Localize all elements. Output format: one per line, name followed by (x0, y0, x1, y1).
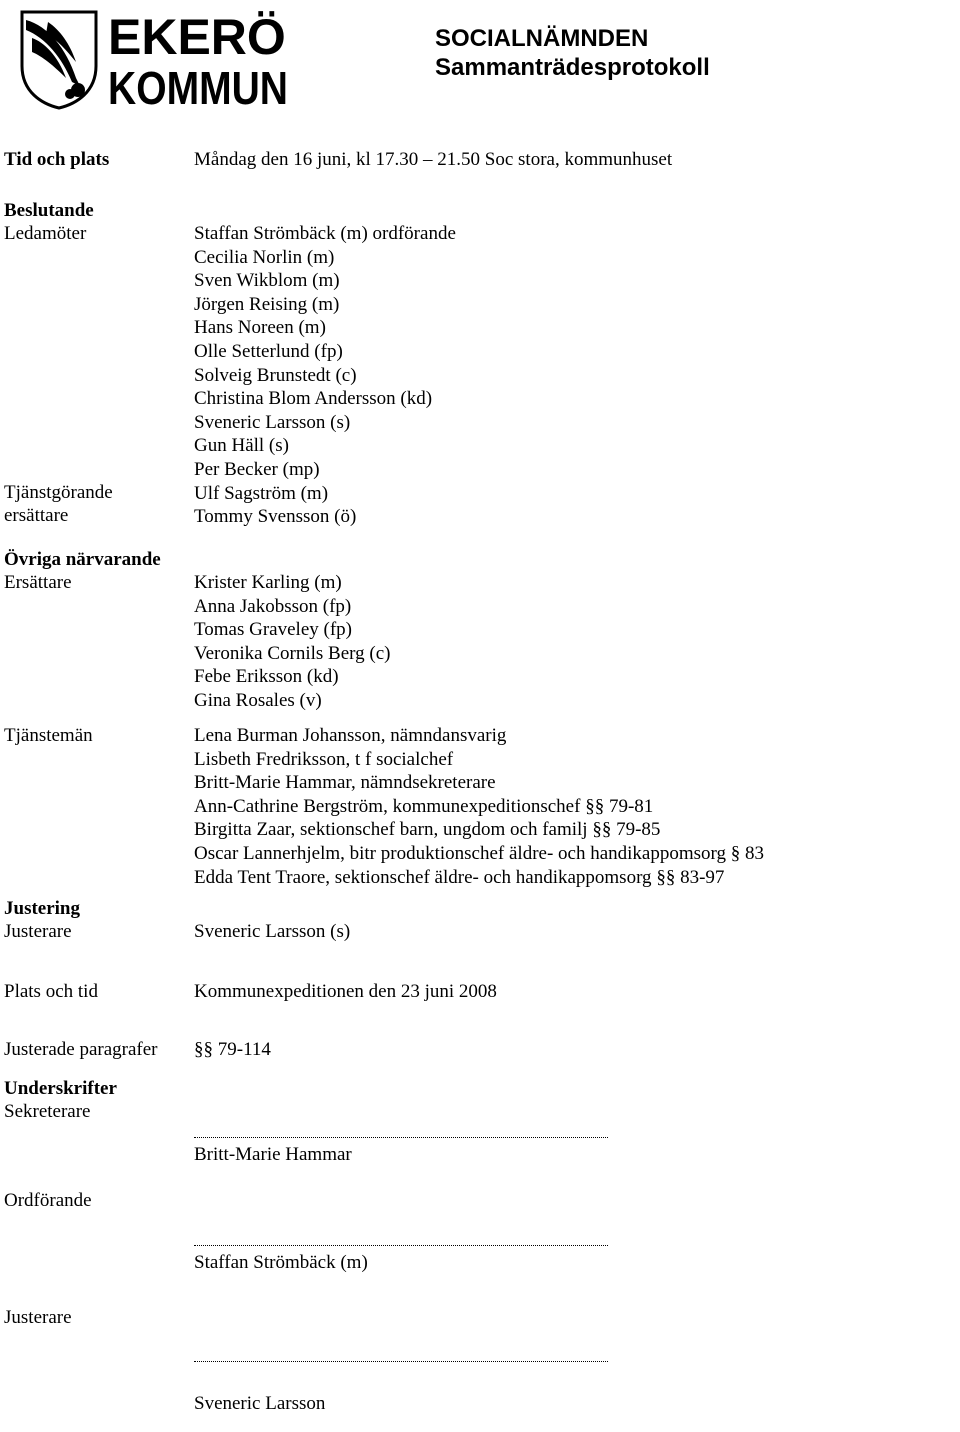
official (194, 771, 764, 795)
substitute: Veronika Cornils Berg (c) (194, 642, 391, 664)
chair-name: Staffan Strömbäck (m) (194, 1252, 368, 1273)
member: Gun Häll (s) (194, 435, 289, 457)
adjuster-label: Justerare (4, 921, 72, 942)
adjusted-paragraphs-label: Justerade paragrafer (4, 1039, 158, 1060)
official-paragraphs: §§ 83-97 (656, 866, 725, 888)
official (194, 842, 764, 866)
secretary-signature-line (194, 1137, 608, 1138)
deputy: Ulf Sagström (m) (194, 482, 329, 504)
place-time-label: Plats och tid (4, 981, 98, 1002)
member: Jörgen Reising (m) (194, 293, 340, 315)
substitute: Tomas Graveley (fp) (194, 619, 352, 641)
adjusted-paragraphs-value: §§ 79-114 (194, 1039, 271, 1060)
signature-adjuster-label: Justerare (4, 1307, 72, 1328)
deputies-label-line: Tjänstgörande (4, 482, 113, 503)
member: Christina Blom Andersson (kd) (194, 388, 433, 410)
member: Per Becker (mp) (194, 458, 320, 480)
adjuster-signature-line (194, 1361, 608, 1362)
others-heading: Övriga närvarande (4, 549, 161, 570)
secretary-label: Sekreterare (4, 1101, 91, 1122)
official-text: Birgitta Zaar, sektionschef barn, ungdom och familj (194, 819, 593, 841)
secretary-name: Britt-Marie Hammar (194, 1144, 352, 1165)
deputies-label (4, 481, 113, 527)
official-paragraphs: §§ 79-81 (585, 795, 654, 817)
deputies-label-line: ersättare (4, 505, 69, 526)
adjuster-name: Sveneric Larsson (s) (194, 921, 351, 942)
substitute: Febe Eriksson (kd) (194, 666, 339, 688)
signature-adjuster-name: Sveneric Larsson (194, 1393, 326, 1414)
official-text: Britt-Marie Hammar, nämndsekreterare (194, 772, 496, 794)
official (194, 795, 764, 819)
ekero-kommun-logo (18, 8, 293, 114)
substitute: Krister Karling (m) (194, 572, 342, 593)
official-text: Lena Burman Johansson, nämndansvarig (194, 725, 507, 746)
official-paragraphs: §§ 79-85 (592, 819, 661, 841)
decision-makers-heading: Beslutande (4, 200, 94, 221)
officials-list (194, 724, 764, 889)
member: Solveig Brunstedt (c) (194, 364, 357, 386)
org-name: SOCIALNÄMNDEN (435, 25, 649, 52)
substitutes-label: Ersättare (4, 572, 72, 593)
member: Olle Setterlund (fp) (194, 340, 343, 362)
chair-label: Ordförande (4, 1190, 92, 1211)
member: Cecilia Norlin (m) (194, 246, 335, 268)
official-text: Oscar Lannerhjelm, bitr produktionschef äldre- och handikappomsorg (194, 842, 731, 864)
members-label: Ledamöter (4, 223, 87, 244)
time-place-label: Tid och plats (4, 149, 110, 170)
officials-label: Tjänstemän (4, 725, 93, 746)
substitute: Gina Rosales (v) (194, 689, 322, 711)
official-paragraphs: § 83 (730, 842, 765, 864)
time-place-value: Måndag den 16 juni, kl 17.30 – 21.50 Soc stora, kommunhuset (194, 149, 673, 170)
official (194, 866, 764, 890)
document-type: Sammanträdesprotokoll (435, 54, 710, 81)
document-header (435, 24, 710, 82)
chair-signature-line (194, 1245, 608, 1246)
official-text: Edda Tent Traore, sektionschef äldre- och handikappomsorg (194, 866, 657, 888)
logo-text-ekero: EKERÖ (108, 9, 286, 65)
substitute: Anna Jakobsson (fp) (194, 595, 352, 617)
member: Staffan Strömbäck (m) ordförande (194, 223, 456, 244)
official (194, 724, 764, 748)
member: Sven Wikblom (m) (194, 270, 340, 292)
substitutes-list (194, 571, 390, 713)
official (194, 748, 764, 772)
signatures-heading: Underskrifter (4, 1078, 117, 1099)
member: Sveneric Larsson (s) (194, 411, 351, 433)
place-time-value: Kommunexpeditionen den 23 juni 2008 (194, 981, 497, 1002)
official (194, 818, 764, 842)
members-list (194, 222, 456, 529)
member: Hans Noreen (m) (194, 317, 326, 339)
shield-icon (22, 12, 96, 108)
official-text: Lisbeth Fredriksson, t f socialchef (194, 748, 454, 770)
official-text: Ann-Cathrine Bergström, kommunexpeditionschef (194, 795, 586, 817)
deputy: Tommy Svensson (ö) (194, 506, 357, 528)
logo-text-kommun: KOMMUN (108, 62, 288, 114)
adjustment-heading: Justering (4, 898, 80, 919)
